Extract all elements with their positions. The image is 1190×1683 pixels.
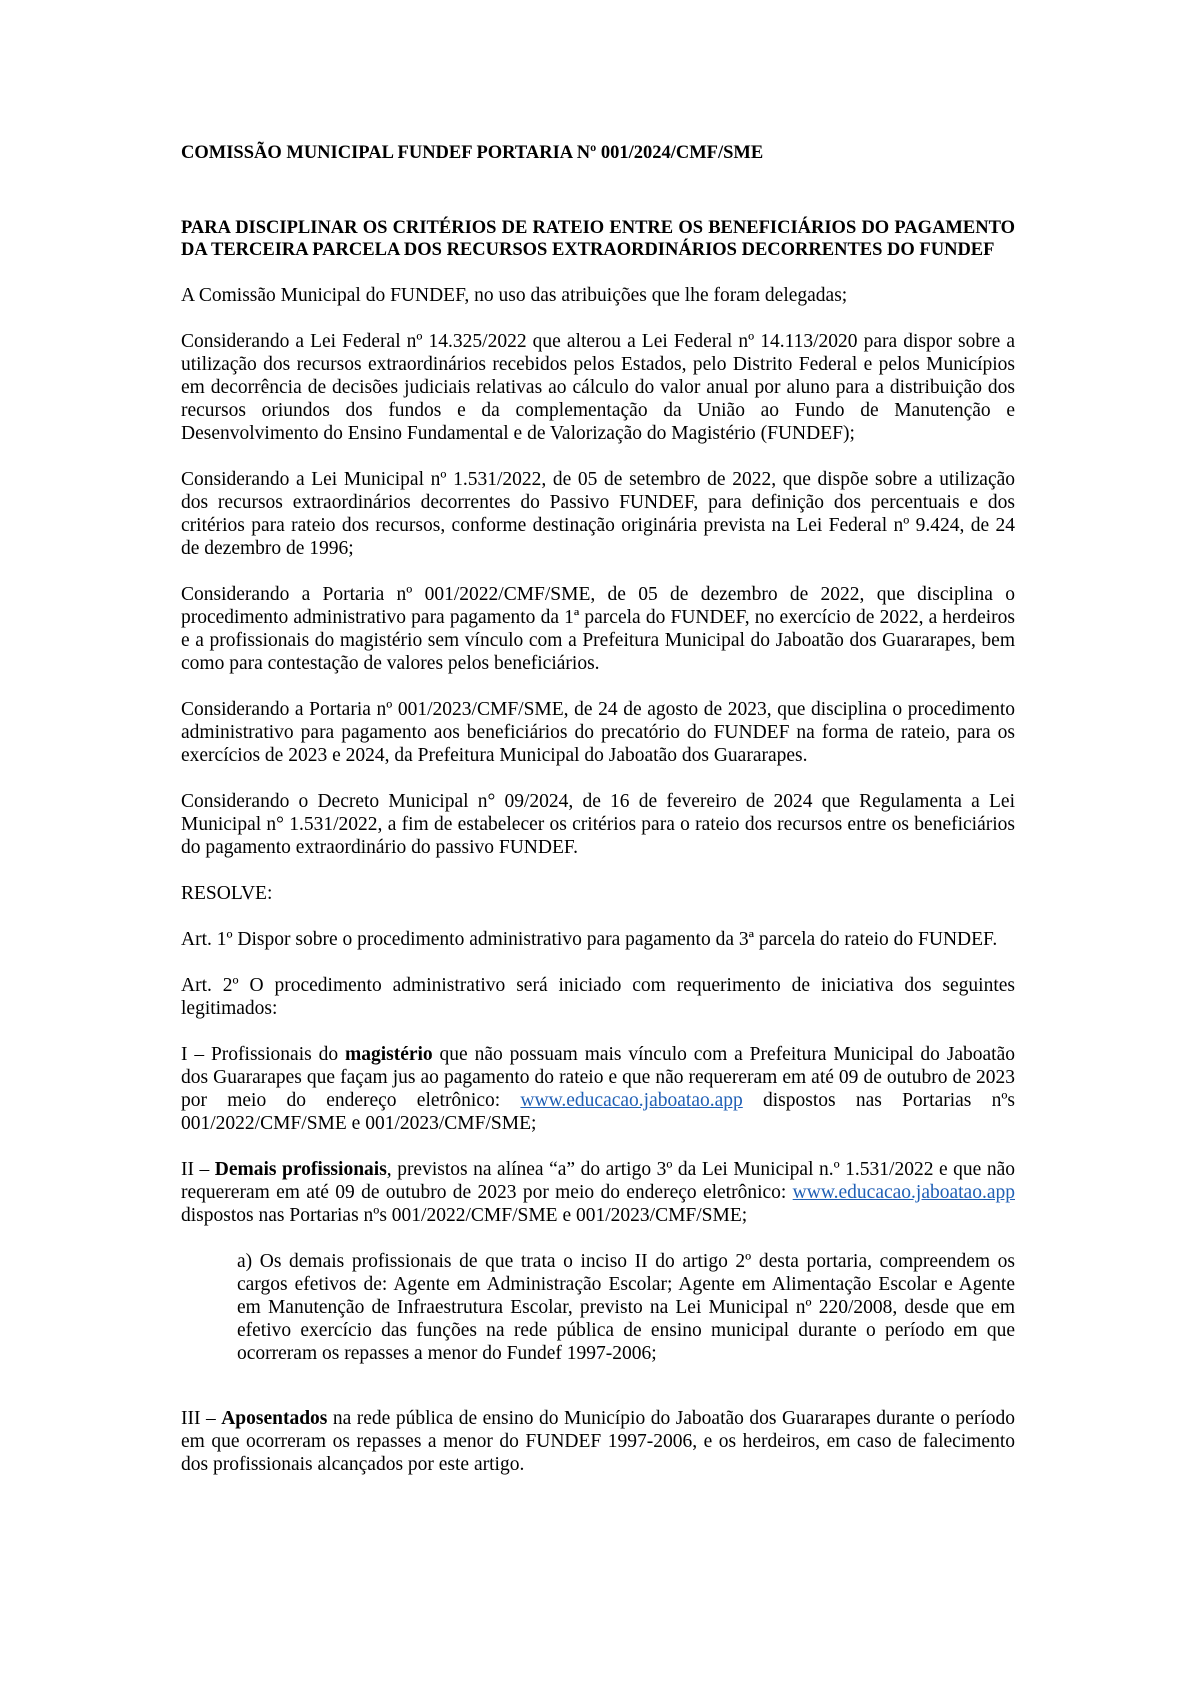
- inciso-ii-bold: Demais profissionais: [214, 1159, 387, 1180]
- inciso-ii-prefix: II –: [181, 1159, 215, 1180]
- inciso-i: [181, 1043, 1015, 1135]
- educacao-link[interactable]: www.educacao.jaboatao.app: [520, 1090, 743, 1111]
- considerando-paragraph: Considerando a Portaria nº 001/2023/CMF/SME, de 24 de agosto de 2023, que disciplina o procedimento administrativo para pagamento aos beneficiários do precatório do FUNDEF na forma de rateio, para os exercícios de 2023 e 2024, da Prefeitura Municipal do Jaboatão dos Guararapes.: [181, 699, 1015, 766]
- inciso-ii-text: , previstos na alínea “a” do artigo 3º da Lei Municipal n.º 1.531/2022 e que não requereram em até 09 de outubro de 2023 por meio do endereço eletrônico:: [181, 1159, 1015, 1203]
- inciso-i-suffix: dispostos nas Portarias nºs 001/2022/CMF/SME e 001/2023/CMF/SME;: [181, 1090, 1016, 1134]
- article-1: Art. 1º Dispor sobre o procedimento administrativo para pagamento da 3ª parcela do rateio do FUNDEF.: [181, 929, 998, 950]
- document-title: COMISSÃO MUNICIPAL FUNDEF PORTARIA Nº 001/2024/CMF/SME: [181, 143, 764, 163]
- inciso-iii-bold: Aposentados: [221, 1408, 328, 1429]
- inciso-i-prefix: I – Profissionais do: [181, 1044, 345, 1065]
- considerando-paragraph: Considerando o Decreto Municipal n° 09/2024, de 16 de fevereiro de 2024 que Regulamenta a Lei Municipal n° 1.531/2022, a fim de estabelecer os critérios para o rateio dos recursos entre os beneficiários do pagamento extraordinário do passivo FUNDEF.: [181, 791, 1015, 858]
- article-2: Art. 2º O procedimento administrativo será iniciado com requerimento de iniciativa dos seguintes legitimados:: [181, 975, 1015, 1019]
- considerando-paragraph: Considerando a Lei Federal nº 14.325/2022 que alterou a Lei Federal nº 14.113/2020 para dispor sobre a utilização dos recursos extraordinários recebidos pelos Estados, pelo Distrito Federal e pelos Municípios em decorrência de decisões judiciais relativas ao cálculo do valor anual por aluno para a distribuição dos recursos oriundos dos fundos e da complementação da União ao Fundo de Manutenção e Desenvolvimento do Ensino Fundamental e de Valorização do Magistério (FUNDEF);: [181, 331, 1015, 444]
- educacao-link[interactable]: www.educacao.jaboatao.app: [792, 1182, 1015, 1203]
- inciso-i-bold: magistério: [344, 1044, 433, 1065]
- document-subtitle: PARA DISCIPLINAR OS CRITÉRIOS DE RATEIO ENTRE OS BENEFICIÁRIOS DO PAGAMENTO DA TERCEIRA PARCELA DOS RECURSOS EXTRAORDINÁRIOS DECORRENTES DO FUNDEF: [181, 218, 1015, 260]
- inciso-iii: [181, 1407, 1015, 1476]
- inciso-iii-prefix: III –: [181, 1408, 222, 1429]
- inciso-ii: [181, 1158, 1015, 1227]
- considerando-paragraph: Considerando a Portaria nº 001/2022/CMF/SME, de 05 de dezembro de 2022, que disciplina o procedimento administrativo para pagamento da 1ª parcela do FUNDEF, no exercício de 2022, a herdeiros e a profissionais do magistério sem vínculo com a Prefeitura Municipal do Jaboatão dos Guararapes, bem como para contestação de valores pelos beneficiários.: [181, 584, 1015, 674]
- intro-paragraph: A Comissão Municipal do FUNDEF, no uso das atribuições que lhe foram delegadas;: [181, 285, 848, 306]
- inciso-i-text: que não possuam mais vínculo com a Prefeitura Municipal do Jaboatão dos Guararapes que façam jus ao pagamento do rateio e que não requereram em até 09 de outubro de 2023 por meio do endereço eletrônico:: [181, 1044, 1016, 1111]
- considerando-paragraph: Considerando a Lei Municipal nº 1.531/2022, de 05 de setembro de 2022, que dispõe sobre a utilização dos recursos extraordinários decorrentes do Passivo FUNDEF, para definição dos percentuais e dos critérios para rateio dos recursos, conforme destinação originária prevista na Lei Federal nº 9.424, de 24 de dezembro de 1996;: [181, 469, 1015, 559]
- document-body: [181, 142, 1015, 1476]
- alinea-a: a) Os demais profissionais de que trata o inciso II do artigo 2º desta portaria, compreendem os cargos efetivos de: Agente em Administração Escolar; Agente em Alimentação Escolar e Agente em Manutenção de Infraestrutura Escolar, previsto na Lei Municipal nº 220/2008, desde que em efetivo exercício das funções na rede pública de ensino municipal durante o período em que ocorreram os repasses a menor do Fundef 1997-2006;: [237, 1251, 1015, 1364]
- inciso-ii-suffix: dispostos nas Portarias nºs 001/2022/CMF/SME e 001/2023/CMF/SME;: [181, 1205, 748, 1226]
- resolve-heading: RESOLVE:: [181, 883, 273, 904]
- inciso-iii-text: na rede pública de ensino do Município do Jaboatão dos Guararapes durante o período em que ocorreram os repasses a menor do FUNDEF 1997-2006, e os herdeiros, em caso de falecimento dos profissionais alcançados por este artigo.: [181, 1408, 1015, 1475]
